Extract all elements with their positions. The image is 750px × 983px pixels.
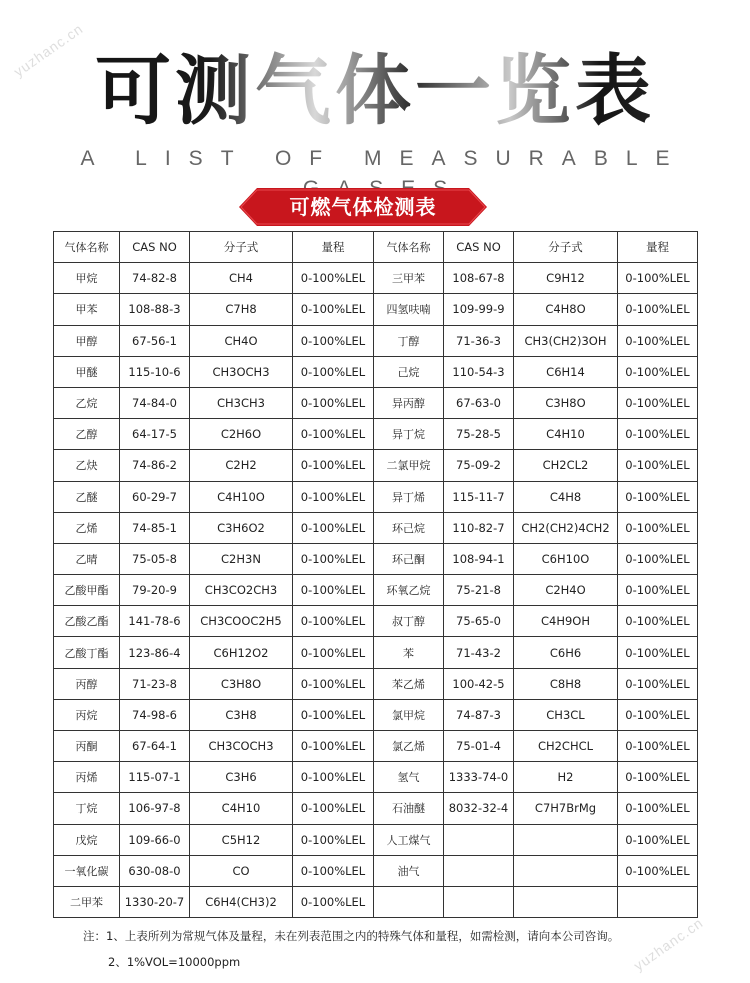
table-cell: 一氧化碳 xyxy=(54,855,120,886)
table-cell: 三甲苯 xyxy=(374,263,444,294)
table-cell: C4H10 xyxy=(514,419,618,450)
table-cell: 1330-20-7 xyxy=(120,886,190,917)
table-cell: C6H6 xyxy=(514,637,618,668)
table-cell: 人工煤气 xyxy=(374,824,444,855)
table-cell: 75-01-4 xyxy=(444,731,514,762)
table-cell: 0-100%LEL xyxy=(293,855,374,886)
table-cell: 石油醚 xyxy=(374,793,444,824)
table-row xyxy=(54,356,698,387)
table-header-cell: 气体名称 xyxy=(374,232,444,263)
table-cell: 0-100%LEL xyxy=(618,668,698,699)
table-row xyxy=(54,543,698,574)
table-cell: 0-100%LEL xyxy=(293,606,374,637)
table-cell: CH2CL2 xyxy=(514,450,618,481)
table-cell: 乙酸乙酯 xyxy=(54,606,120,637)
table-row xyxy=(54,699,698,730)
table-cell: 64-17-5 xyxy=(120,419,190,450)
table-cell: C7H7BrMg xyxy=(514,793,618,824)
table-cell: 1333-74-0 xyxy=(444,762,514,793)
table-cell: 74-85-1 xyxy=(120,512,190,543)
table-row xyxy=(54,637,698,668)
table-cell: 74-84-0 xyxy=(120,387,190,418)
table-header-cell: 量程 xyxy=(618,232,698,263)
page-title: 可测气体一览表 xyxy=(0,36,750,146)
table-cell: 0-100%LEL xyxy=(618,575,698,606)
table-cell: 丁烷 xyxy=(54,793,120,824)
table-cell: 异丁烯 xyxy=(374,481,444,512)
table-cell: 115-11-7 xyxy=(444,481,514,512)
table-cell: 0-100%LEL xyxy=(293,886,374,917)
table-cell: 8032-32-4 xyxy=(444,793,514,824)
table-cell: CH3COOC2H5 xyxy=(190,606,293,637)
table-cell: 异丙醇 xyxy=(374,387,444,418)
table-cell: C4H9OH xyxy=(514,606,618,637)
table-cell: C3H6O2 xyxy=(190,512,293,543)
table-cell: 0-100%LEL xyxy=(618,793,698,824)
table-header-row xyxy=(54,232,698,263)
table-cell: 甲苯 xyxy=(54,294,120,325)
table-cell: 0-100%LEL xyxy=(618,356,698,387)
table-cell: 60-29-7 xyxy=(120,481,190,512)
table-row xyxy=(54,263,698,294)
table-cell: 己烷 xyxy=(374,356,444,387)
table-cell: C9H12 xyxy=(514,263,618,294)
table-cell: 0-100%LEL xyxy=(293,325,374,356)
table-cell: C6H4(CH3)2 xyxy=(190,886,293,917)
table-cell: C4H10 xyxy=(190,793,293,824)
table-cell: 108-94-1 xyxy=(444,543,514,574)
table-cell: 乙醚 xyxy=(54,481,120,512)
table-cell: 0-100%LEL xyxy=(618,325,698,356)
table-cell: 0-100%LEL xyxy=(293,387,374,418)
table-cell: 75-09-2 xyxy=(444,450,514,481)
watermark-text: yuzhanc.cn xyxy=(630,914,707,974)
table-cell: 75-21-8 xyxy=(444,575,514,606)
table-cell: 110-54-3 xyxy=(444,356,514,387)
page-subtitle: A LIST OF MEASURABLE xyxy=(80,147,688,170)
table-cell: 0-100%LEL xyxy=(293,294,374,325)
table-cell: C6H10O xyxy=(514,543,618,574)
table-cell: C7H8 xyxy=(190,294,293,325)
table-cell: 630-08-0 xyxy=(120,855,190,886)
table-cell: 氢气 xyxy=(374,762,444,793)
table-cell: 0-100%LEL xyxy=(618,294,698,325)
table-cell: 74-87-3 xyxy=(444,699,514,730)
table-header-cell: CAS NO xyxy=(120,232,190,263)
table-cell: 0-100%LEL xyxy=(293,668,374,699)
table-cell: 141-78-6 xyxy=(120,606,190,637)
table-cell: 110-82-7 xyxy=(444,512,514,543)
table-cell: 0-100%LEL xyxy=(293,575,374,606)
table-cell: 四氢呋喃 xyxy=(374,294,444,325)
table-row xyxy=(54,294,698,325)
table-cell: 75-65-0 xyxy=(444,606,514,637)
table-cell: H2 xyxy=(514,762,618,793)
table-cell: 74-82-8 xyxy=(120,263,190,294)
table-header-cell: 分子式 xyxy=(190,232,293,263)
table-cell: 108-67-8 xyxy=(444,263,514,294)
table-cell: C2H3N xyxy=(190,543,293,574)
table-cell: C4H8 xyxy=(514,481,618,512)
table-cell: 71-36-3 xyxy=(444,325,514,356)
table-cell: 二氯甲烷 xyxy=(374,450,444,481)
table-row xyxy=(54,668,698,699)
table-cell: 丙酮 xyxy=(54,731,120,762)
note-line-1: 注：1、上表所列为常规气体及量程，未在列表范围之内的特殊气体和量程，如需检测，请向本公司咨询。 xyxy=(83,929,620,943)
table-cell: 0-100%LEL xyxy=(618,450,698,481)
table-cell: 油气 xyxy=(374,855,444,886)
table-cell: 115-10-6 xyxy=(120,356,190,387)
table-cell: C3H8O xyxy=(514,387,618,418)
table-cell: 0-100%LEL xyxy=(618,762,698,793)
table-cell: 苯乙烯 xyxy=(374,668,444,699)
table-cell: 71-23-8 xyxy=(120,668,190,699)
table-cell: 甲烷 xyxy=(54,263,120,294)
table-row xyxy=(54,512,698,543)
table-cell: 0-100%LEL xyxy=(618,637,698,668)
table-row xyxy=(54,419,698,450)
table-cell xyxy=(514,824,618,855)
table-cell: 0-100%LEL xyxy=(618,543,698,574)
table-cell: 乙烷 xyxy=(54,387,120,418)
table-cell: 0-100%LEL xyxy=(293,824,374,855)
table-row xyxy=(54,481,698,512)
table-cell: 0-100%LEL xyxy=(293,793,374,824)
table-cell: 115-07-1 xyxy=(120,762,190,793)
table-cell: C3H6 xyxy=(190,762,293,793)
table-cell: CO xyxy=(190,855,293,886)
table-cell xyxy=(444,824,514,855)
table-cell: 丙醇 xyxy=(54,668,120,699)
table-row xyxy=(54,731,698,762)
table-cell: 106-97-8 xyxy=(120,793,190,824)
table-cell: 108-88-3 xyxy=(120,294,190,325)
table-cell: 甲醇 xyxy=(54,325,120,356)
table-cell: 0-100%LEL xyxy=(293,481,374,512)
table-cell: 叔丁醇 xyxy=(374,606,444,637)
table-cell: 0-100%LEL xyxy=(618,481,698,512)
table-cell: 0-100%LEL xyxy=(293,762,374,793)
table-cell: 0-100%LEL xyxy=(618,387,698,418)
table-cell: 0-100%LEL xyxy=(293,543,374,574)
table-cell: 氯乙烯 xyxy=(374,731,444,762)
table-cell: 71-43-2 xyxy=(444,637,514,668)
table-cell: 0-100%LEL xyxy=(618,606,698,637)
table-row xyxy=(54,824,698,855)
table-cell: 0-100%LEL xyxy=(293,637,374,668)
table-cell xyxy=(444,855,514,886)
table-row xyxy=(54,793,698,824)
table-header-cell: CAS NO xyxy=(444,232,514,263)
table-cell: 0-100%LEL xyxy=(293,450,374,481)
table-cell: C2H2 xyxy=(190,450,293,481)
table-cell: 109-66-0 xyxy=(120,824,190,855)
table-cell: 74-86-2 xyxy=(120,450,190,481)
table-cell: 苯 xyxy=(374,637,444,668)
section-banner xyxy=(239,188,487,226)
table-cell: 乙酸丁酯 xyxy=(54,637,120,668)
table-cell: C2H6O xyxy=(190,419,293,450)
table-row xyxy=(54,575,698,606)
table-cell: CH3(CH2)3OH xyxy=(514,325,618,356)
table-cell: C8H8 xyxy=(514,668,618,699)
table-cell: CH3COCH3 xyxy=(190,731,293,762)
table-cell: CH4O xyxy=(190,325,293,356)
table-cell: 0-100%LEL xyxy=(618,731,698,762)
table-cell: 0-100%LEL xyxy=(293,699,374,730)
table-cell: CH3CO2CH3 xyxy=(190,575,293,606)
table-row xyxy=(54,450,698,481)
table-cell: 丁醇 xyxy=(374,325,444,356)
note-line-2: 2、1%VOL=10000ppm xyxy=(108,955,241,969)
table-cell: 67-56-1 xyxy=(120,325,190,356)
section-banner-label: 可燃气体检测表 xyxy=(289,195,437,219)
table-cell: 123-86-4 xyxy=(120,637,190,668)
table-cell: 75-28-5 xyxy=(444,419,514,450)
table-cell: C5H12 xyxy=(190,824,293,855)
table-cell: 甲醚 xyxy=(54,356,120,387)
table-cell: 乙炔 xyxy=(54,450,120,481)
table-row xyxy=(54,855,698,886)
table-cell: 75-05-8 xyxy=(120,543,190,574)
table-cell: 0-100%LEL xyxy=(618,263,698,294)
table-cell: CH3OCH3 xyxy=(190,356,293,387)
table-header-cell: 分子式 xyxy=(514,232,618,263)
table-cell: 异丁烷 xyxy=(374,419,444,450)
table-cell: C4H10O xyxy=(190,481,293,512)
table-cell: 戊烷 xyxy=(54,824,120,855)
table-cell: 丙烷 xyxy=(54,699,120,730)
table-cell: 67-63-0 xyxy=(444,387,514,418)
table-cell: 二甲苯 xyxy=(54,886,120,917)
table-cell: C3H8 xyxy=(190,699,293,730)
table-cell xyxy=(374,886,444,917)
table-cell: 0-100%LEL xyxy=(618,512,698,543)
gas-table-body xyxy=(54,232,698,918)
table-cell xyxy=(514,886,618,917)
table-cell: 0-100%LEL xyxy=(618,699,698,730)
table-cell: 0-100%LEL xyxy=(618,855,698,886)
table-cell: CH4 xyxy=(190,263,293,294)
table-cell xyxy=(618,886,698,917)
table-cell: 79-20-9 xyxy=(120,575,190,606)
table-cell: 丙烯 xyxy=(54,762,120,793)
table-cell: 乙晴 xyxy=(54,543,120,574)
table-row xyxy=(54,606,698,637)
table-cell: 0-100%LEL xyxy=(293,356,374,387)
table-cell: C6H14 xyxy=(514,356,618,387)
table-cell xyxy=(444,886,514,917)
table-cell: 环己酮 xyxy=(374,543,444,574)
table-cell: CH2CHCL xyxy=(514,731,618,762)
table-cell xyxy=(514,855,618,886)
table-cell: 乙醇 xyxy=(54,419,120,450)
table-cell: 乙烯 xyxy=(54,512,120,543)
table-cell: 氯甲烷 xyxy=(374,699,444,730)
table-cell: 74-98-6 xyxy=(120,699,190,730)
table-cell: 67-64-1 xyxy=(120,731,190,762)
table-row xyxy=(54,762,698,793)
gas-table xyxy=(53,231,698,918)
table-cell: C4H8O xyxy=(514,294,618,325)
table-cell: 0-100%LEL xyxy=(293,731,374,762)
table-cell: 0-100%LEL xyxy=(293,419,374,450)
table-cell: CH3CH3 xyxy=(190,387,293,418)
table-cell: CH3CL xyxy=(514,699,618,730)
table-cell: 0-100%LEL xyxy=(293,512,374,543)
table-cell: CH2(CH2)4CH2 xyxy=(514,512,618,543)
table-row xyxy=(54,387,698,418)
table-row xyxy=(54,886,698,917)
table-header-cell: 量程 xyxy=(293,232,374,263)
table-cell: 0-100%LEL xyxy=(618,824,698,855)
table-cell: 0-100%LEL xyxy=(293,263,374,294)
table-cell: 109-99-9 xyxy=(444,294,514,325)
table-header-cell: 气体名称 xyxy=(54,232,120,263)
table-cell: C6H12O2 xyxy=(190,637,293,668)
table-cell: 0-100%LEL xyxy=(618,419,698,450)
table-cell: 环己烷 xyxy=(374,512,444,543)
table-cell: 环氧乙烷 xyxy=(374,575,444,606)
table-row xyxy=(54,325,698,356)
table-cell: 100-42-5 xyxy=(444,668,514,699)
table-cell: C3H8O xyxy=(190,668,293,699)
table-cell: 乙酸甲酯 xyxy=(54,575,120,606)
table-cell: C2H4O xyxy=(514,575,618,606)
